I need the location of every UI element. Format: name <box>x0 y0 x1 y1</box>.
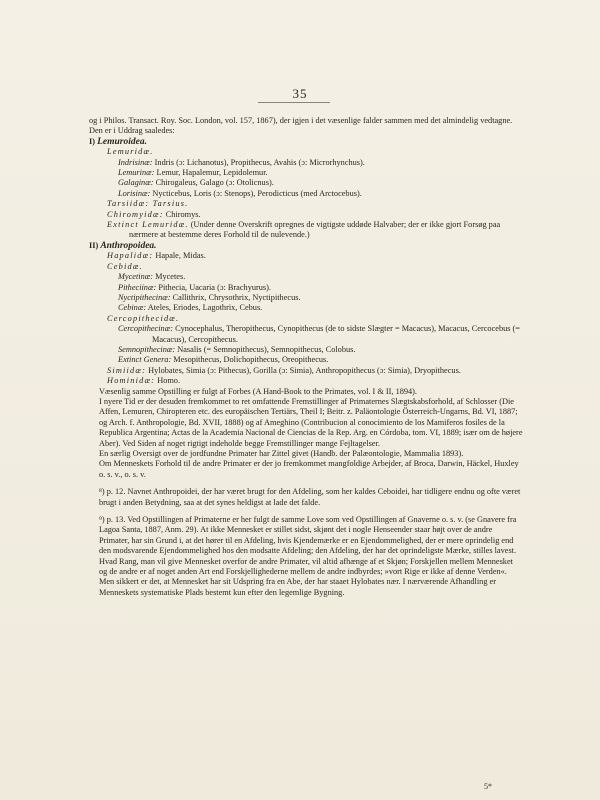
section-1-number: I) <box>89 136 95 146</box>
subfamily-lorisinae <box>89 189 523 199</box>
taxon-text: Nycticebus, Loris (ɔ: Stenops), Perodicticus (med Arctocebus). <box>150 188 362 198</box>
taxon-name: Lemurinæ: <box>118 168 155 178</box>
taxon-name: Cercopithecinæ: <box>118 324 173 334</box>
footnote-9: ⁹) p. 13. Ved Opstillingen af Primaterne er her fulgt de samme Love som ved Opstillingen af Gnaverne o. s. v. (se Gnavere fra Lagoa Santa, 1887, Anm. 29). At ikke Mennesket er stillet sidst, skjønt det i nogle Henseender staar højt over de andre Primater, har sin Grund i, at det hører til en Afdeling, hvis Kjendemærke er en Ejendommelighed, der er mere oprindelig end den modsvarende Ejendommelighed hos den modsatte Afdeling; den Afdeling, der har det oprindeligste Mærke, stilles lavest. Hvad Rang, man vil give Mennesket overfor de andre Primater, vil altid afhænge af et Skjøn; Forskjellen mellem Mennesket og de andre er af noget anden Art end Forskjellighederne mellem de andre indbyrdes; »vort Rige er ikke af denne Verden«. Men sikkert er det, at Mennesket har sit Udspring fra en Abe, der har staaet Hylobates nær. I nærværende Afhandling er Menneskets systematiske Plads bestemt kun efter den legemlige Bygning. <box>99 515 517 597</box>
taxon-name: Hapalidæ: <box>107 251 154 261</box>
family-cebidae: Cebidæ. <box>107 261 143 271</box>
taxon-text: Mycetes. <box>153 272 186 282</box>
taxon-name: Cebinæ: <box>118 303 147 313</box>
taxon-text: Hylobates, Simia (ɔ: Pithecus), Gorilla (ɔ: Simia), Anthropopithecus (ɔ: Simia), Dryopithecus. <box>146 365 461 375</box>
taxon-name: Simiidæ: <box>107 365 147 375</box>
spacer <box>89 508 523 515</box>
taxon-name: Extinct Genera: <box>118 355 172 365</box>
section-1-name: Lemuroidea. <box>97 136 147 147</box>
family-chiromyidae <box>89 210 523 220</box>
taxon-text: Cynocephalus, Theropithecus, Cynopithecus (de to sidste Slægter = Macacus), Macacus, Cercocebus (= Macacus), Cercopithecus. <box>152 324 520 344</box>
family-tarsiidae: Tarsiidæ: Tarsius. <box>107 199 189 209</box>
taxon-text: Mesopithecus, Dolichopithecus, Oreopithecus. <box>171 355 329 365</box>
intro-paragraph: og i Philos. Transact. Roy. Soc. London, vol. 157, 1867), der igjen i det væsenlige falder sammen med det almindelig vedtagne. Den er i Uddrag saaledes: <box>89 116 513 136</box>
section-2-name: Anthropoidea. <box>100 240 157 251</box>
page-number: 35 <box>292 86 308 101</box>
subfamily-pitheciinae <box>89 283 523 293</box>
subfamily-nyctipithecinae <box>89 293 523 303</box>
subfamily-semnopithecinae <box>89 345 523 355</box>
taxon-text: Chiromys. <box>163 209 201 219</box>
taxon-name: Galaginæ: <box>118 178 154 188</box>
document-body <box>89 116 523 598</box>
taxon-name: Mycetinæ: <box>118 272 154 282</box>
taxon-text: Hapale, Midas. <box>153 251 206 261</box>
extinct-lemuridae <box>89 220 523 241</box>
subfamily-mycetinae <box>89 272 523 282</box>
signature-mark: 5* <box>484 782 492 791</box>
family-hominidae <box>89 376 523 386</box>
paragraph-zittel: En særlig Oversigt over de jordfundne Primater har Zittel givet (Handb. der Palæontologie, Mammalia 1893). <box>99 449 464 458</box>
extinct-genera <box>89 355 523 365</box>
taxon-text: Homo. <box>155 376 181 386</box>
paragraph-broca-darwin: Om Menneskets Forhold til de andre Primater er der jo fremkommet mangfoldige Arbejder, af Broca, Darwin, Häckel, Huxley o. s. v., o. s. v. <box>99 459 519 479</box>
subfamily-lemurinae <box>89 168 523 178</box>
family-simiidae <box>89 366 523 376</box>
subfamily-cercopithecinae <box>89 324 523 345</box>
taxon-text: Ateles, Eriodes, Lagothrix, Cebus. <box>146 303 263 313</box>
taxon-text: Chirogaleus, Galago (ɔ: Otolicnus). <box>153 178 274 188</box>
taxon-name: Chiromyidæ: <box>107 209 164 219</box>
section-2-number: II) <box>89 240 99 250</box>
taxon-text: Lemur, Hapalemur, Lepidolemur. <box>154 168 268 178</box>
taxon-name: Semnopithecinæ: <box>118 344 176 354</box>
subfamily-cebinae <box>89 303 523 313</box>
paragraph-schlosser-ameghino: I nyere Tid er der desuden fremkommet to ret omfattende Fremstillinger af Primaternes Slægtskabsforhold, af Schlosser (Die Affen, Lemuren, Chiropteren etc. des europäischen Tertiärs, Theil I; Beitr. z. Paläontologie Österreich-Ungarns, Bd. VI, 1887; og Arch. f. Anthropologie, Bd. XVII, 1888) og af Ameghino (Contribucion al conocimiento de los Mamiferos fosiles de la Republica Argentina; Actas de la Academia Nacional de Ciencias de la Rep. Arg. en Córdoba, tom. VI, 1889; især om de højere Aber). Ved Siden af noget rigtigt indeholde begge Fremstillinger mange Fejltagelser. <box>99 396 523 448</box>
taxon-name: Indrisinæ: <box>118 157 153 167</box>
subfamily-indrisinae <box>89 158 523 168</box>
paragraph-forbes: Væsenlig samme Opstilling er fulgt af Forbes (A Hand-Book to the Primates, vol. I & II, 1894). <box>99 386 418 396</box>
section-2-heading <box>89 241 523 251</box>
footnote-8: ⁸) p. 12. Navnet Anthropoidei, der har været brugt for den Afdeling, som her kaldes Ceboidei, har tidligere endnu og ofte været brugt i anden Betydning, saa at det synes heldigst at lade det falde. <box>99 487 521 507</box>
page-number-rule <box>258 102 330 103</box>
taxon-name: Lorisinæ: <box>118 188 151 198</box>
taxon-text: Callithrix, Chrysothrix, Nyctipithecus. <box>170 292 301 302</box>
taxon-text: Pithecia, Uacaria (ɔ: Brachyurus). <box>156 282 271 292</box>
spacer <box>89 480 523 487</box>
section-1-heading <box>89 137 523 147</box>
taxon-text: (Under denne Overskrift opregnes de vigtigste uddøde Halvaber; der er ikke gjort Forsøg paa nærmere at bestemme deres Forhold til de nulevende.) <box>129 220 501 240</box>
taxon-name: Extinct Lemuridæ. <box>107 220 189 230</box>
family-cercopithecidae: Cercopithecidæ. <box>107 313 180 323</box>
family-lemuridae: Lemuridæ. <box>107 147 154 157</box>
taxon-text: Nasalis (= Semnopithecus), Semnopithecus, Colobus. <box>175 344 356 354</box>
taxon-name: Pitheciinæ: <box>118 282 157 292</box>
taxon-name: Hominidæ: <box>107 376 156 386</box>
taxon-name: Nyctipithecinæ: <box>118 292 171 302</box>
subfamily-galaginae <box>89 178 523 188</box>
taxon-text: Indris (ɔ: Lichanotus), Propithecus, Avahis (ɔ: Microrhynchus). <box>152 157 365 167</box>
family-hapalidae <box>89 251 523 261</box>
